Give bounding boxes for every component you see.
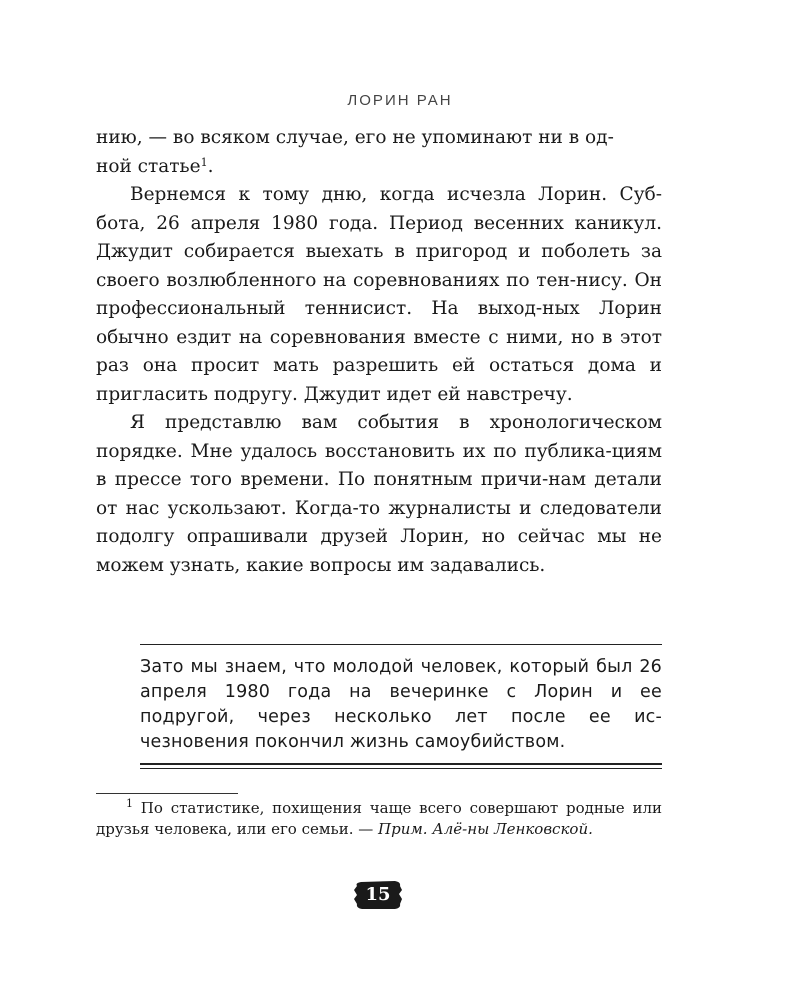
callout-rule-top <box>140 644 662 645</box>
footnote-marker: 1 <box>126 797 133 810</box>
callout-text: Зато мы знаем, что молодой человек, который был 26 апреля 1980 года на вечеринке с Лорин и ее подругой, через несколько лет после ее ис-чезновения покончил жизнь самоубийством. <box>140 657 662 752</box>
p1-line-1: нию, — во всяком случае, его не упоминают ни в од- <box>96 127 614 148</box>
p1-line-2: ной статье <box>96 155 201 177</box>
callout-box <box>140 644 662 768</box>
footnote-ref[interactable]: 1 <box>200 155 208 169</box>
body-text <box>96 124 662 580</box>
p1-tail: . <box>207 155 214 177</box>
page-number: 15 <box>365 884 391 905</box>
callout-rule-bottom-thick <box>140 763 662 765</box>
callout-rule-bottom-thin <box>140 768 662 769</box>
paragraph-continuation <box>96 124 662 181</box>
running-head: ЛОРИН РАН <box>347 92 453 109</box>
footnote-attribution: Прим. Алё-ны Ленковской. <box>378 820 593 838</box>
footnote <box>96 798 662 840</box>
footnote-divider <box>96 793 238 794</box>
paragraph-3: Я представлю вам события в хронологическом порядке. Мне удалось восстановить их по публика-циям в прессе того времени. По понятным причи-нам детали от нас ускользают. Когда-то журналисты и следователи подолгу опрашивали друзей Лорин, но сейчас мы не можем узнать, какие вопросы им задавались. <box>96 412 662 576</box>
paragraph-2: Вернемся к тому дню, когда исчезла Лорин. Суб-бота, 26 апреля 1980 года. Период весенних каникул. Джудит собирается выехать в пригород и поболеть за своего возлюбленного на соревнованиях по тен-нису. Он профессиональный теннисист. На выход-ных Лорин обычно ездит на соревнования вместе с ними, но в этот раз она просит мать разрешить ей остаться дома и пригласить подругу. Джудит идет ей навстречу. <box>96 184 662 405</box>
footnote-text: По статистике, похищения чаще всего совершают родные или друзья человека, или его семьи. — <box>96 799 662 838</box>
page-number-badge <box>353 880 403 910</box>
